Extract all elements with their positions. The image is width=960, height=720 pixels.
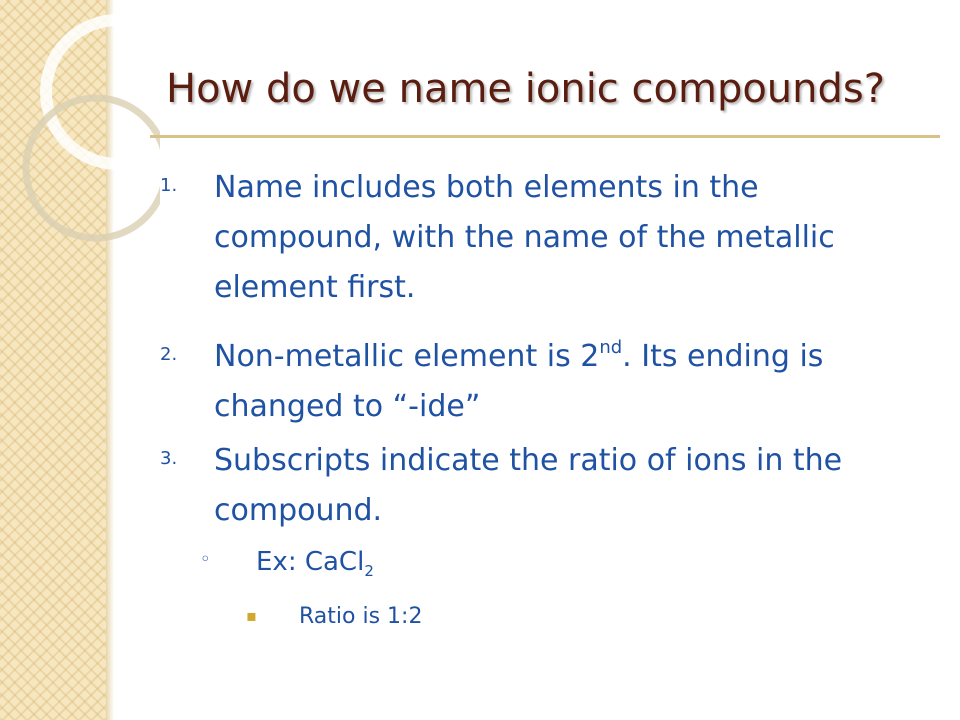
square-bullet-icon: ▪ — [246, 606, 257, 625]
formula-text: Ex: CaCl — [256, 547, 365, 577]
decorative-rings — [0, 0, 160, 260]
circle-bullet-icon: ◦ — [200, 549, 211, 570]
list-item-text: Name includes both elements in the compound, with the name of the metallic element first. — [214, 170, 835, 305]
list-number: 2. — [160, 344, 178, 365]
list-number: 3. — [160, 448, 178, 469]
list-item-text — [214, 332, 914, 432]
list-number: 1. — [160, 175, 178, 196]
list-item-text-end: . Its ending is changed to “-ide” — [214, 339, 824, 424]
formula-subscript: 2 — [364, 562, 374, 580]
title-underline — [150, 135, 940, 138]
ordinal-superscript: nd — [599, 337, 623, 358]
sub-list-item-text — [256, 547, 374, 580]
list-item-text-start: Non-metallic element is 2 — [214, 339, 600, 374]
list-item-text: Subscripts indicate the ratio of ions in the compound. — [214, 443, 843, 528]
sub-sub-list-item-text: Ratio is 1:2 — [299, 604, 423, 629]
slide-title: How do we name ionic compounds? — [166, 66, 885, 112]
